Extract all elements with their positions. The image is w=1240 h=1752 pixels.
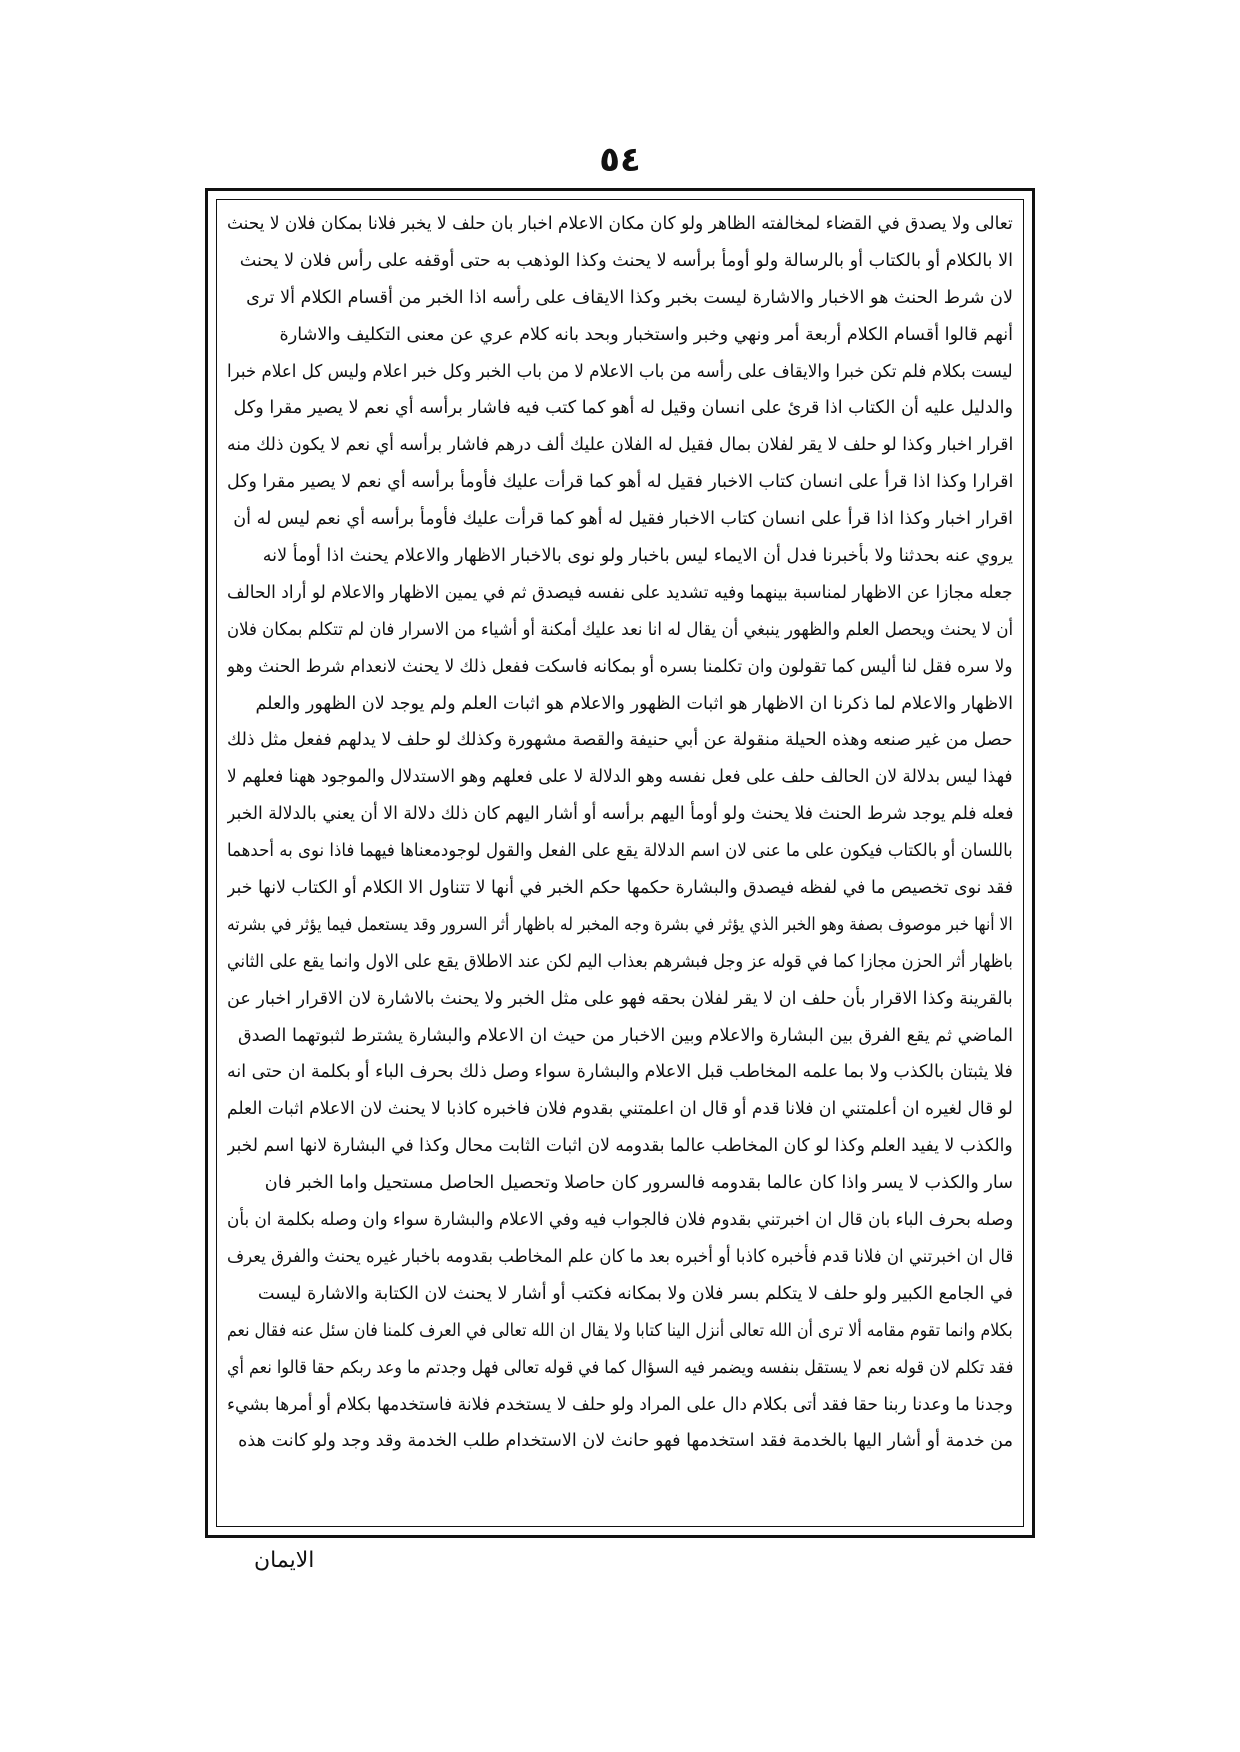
text-line: والكذب لا يفيد العلم وكذا لو كان المخاطب عالما بقدومه لان اثبات الثابت محال وكذا في البشارة لانها اسم لخبر <box>227 1136 1013 1157</box>
text-line: فقد تكلم لان قوله نعم لا يستقل بنفسه ويضمر فيه السؤال كما في قوله تعالى فهل وجدتم ما وعد ربكم حقا قالوا نعم أي <box>227 1357 1013 1378</box>
catchword: الايمان <box>254 1548 315 1573</box>
text-line: والدليل عليه أن الكتاب اذا قرئ على انسان وقيل له أهو كما كتب فيه فاشار برأسه أي نعم لا يصير مقرا وكل <box>233 398 1013 419</box>
text-line: فهذا ليس بدلالة لان الحالف حلف على فعل نفسه وهو الدلالة لا على فعلهم وهو الاستدلال والموجود ههنا فعلهم لا <box>227 767 1013 788</box>
page-number: ٥٤ <box>599 140 641 180</box>
text-line: وجدنا ما وعدنا ربنا حقا فقد أتى بكلام دال على المراد ولو حلف لا يستخدم فلانة فاستخدمها بكلام أو أمرها بشيء <box>227 1394 1013 1415</box>
text-line: ليست بكلام فلم تكن خبرا والايقاف على رأسه من باب الاعلام لا من باب الخبر وكل خبر اعلام وليس كل اعلام خبرا <box>227 361 1013 382</box>
text-line: اقرارا وكذا اذا قرأ على انسان كتاب الاخبار فقيل له أهو كما قرأت عليك فأومأ برأسه أي نعم لا يصير مقرا وكل <box>227 472 1013 493</box>
text-line: من خدمة أو أشار اليها بالخدمة فقد استخدمها فهو حانث لان الاستخدام طلب الخدمة وقد وجد ولو كانت هذه <box>238 1431 1013 1452</box>
text-body <box>227 206 1013 1522</box>
text-line: فقد نوى تخصيص ما في لفظه فيصدق والبشارة حكمها حكم الخبر في أنها لا تتناول الا الكلام أو الكتاب لانها خبر <box>227 878 1013 899</box>
text-line: بكلام وانما تقوم مقامه ألا ترى أن الله تعالى أنزل الينا كتابا ولا يقال ان الله تعالى في العرف كلمنا فان سئل عنه فقال نعم <box>227 1320 1013 1341</box>
text-line: فعله فلم يوجد شرط الحنث فلا يحنث ولو أومأ اليهم برأسه أو أشار اليهم كان ذلك دلالة الا أن يعني بالدلالة الخبر <box>227 804 1013 825</box>
text-line: باللسان أو بالكتاب فيكون على ما عنى لان اسم الدلالة يقع على الفعل والقول لوجودمعناها فيهما فاذا نوى به أحدهما <box>227 841 1013 862</box>
text-line: فلا يثبتان بالكذب ولا بما علمه المخاطب قبل الاعلام والبشارة سواء وصل ذلك بحرف الباء أو بكلمة ان حتى انه <box>227 1062 1013 1083</box>
text-line: الا بالكلام أو بالكتاب أو بالرسالة ولو أومأ برأسه لا يحنث وكذا الوذهب به حتى أوقفه على رأس فلان لا يحنث <box>239 250 1013 271</box>
text-line: الماضي ثم يقع الفرق بين البشارة والاعلام وبين الاخبار من حيث ان الاعلام والبشارة يشترط لثبوتهما الصدق <box>237 1025 1013 1046</box>
text-line: يروي عنه بحدثنا ولا بأخبرنا فدل أن الايماء ليس باخبار ولو نوى بالاخبار الاظهار والاعلام يحنث اذا أومأ لانه <box>262 546 1013 567</box>
page-frame-inner <box>216 199 1024 1527</box>
text-line: قال ان اخبرتني ان فلانا قدم فأخبره كاذبا أو أخبره بعد ما كان علم المخاطب بقدومه باخبار غيره يحنث والفرق يعرف <box>227 1246 1013 1267</box>
text-line: باظهار أثر الحزن مجازا كما في قوله عز وجل فبشرهم بعذاب اليم لكن عند الاطلاق يقع على الاول وانما يقع على الثاني <box>227 951 1013 972</box>
text-line: في الجامع الكبير ولو حلف لا يتكلم بسر فلان ولا بمكانه فكتب أو أشار لا يحنث لان الكتابة والاشارة ليست <box>257 1283 1013 1304</box>
text-line: حصل من غير صنعه وهذه الحيلة منقولة عن أبي حنيفة والقصة مشهورة وكذلك لو حلف لا يدلهم ففعل مثل ذلك <box>227 730 1013 751</box>
text-line: اقرار اخبار وكذا لو حلف لا يقر لفلان بمال فقيل له الفلان عليك ألف درهم فاشار برأسه أي نعم لا يكون ذلك منه <box>227 435 1013 456</box>
text-line: بالقرينة وكذا الاقرار بأن حلف ان لا يقر لفلان بحقه فهو على مثل الخبر ولا يحنث بالاشارة لان الاقرار اخبار عن <box>227 988 1013 1009</box>
text-line: لان شرط الحنث هو الاخبار والاشارة ليست بخبر وكذا الايقاف على رأسه اذا الخبر من أقسام الكلام ألا ترى <box>246 287 1013 308</box>
page-frame-outer <box>205 188 1035 1538</box>
text-line: أنهم قالوا أقسام الكلام أربعة أمر ونهي وخبر واستخبار وبحد بانه كلام عري عن معنى التكليف والاشارة <box>279 324 1013 345</box>
text-line: تعالى ولا يصدق في القضاء لمخالفته الظاهر ولو كان مكان الاعلام اخبار بان حلف لا يخبر فلانا بمكان فلان لا يحنث <box>227 214 1013 234</box>
text-line: ولا سره فقل لنا أليس كما تقولون وان تكلمنا بسره أو بمكانه فاسكت ففعل ذلك لا يحنث لانعدام شرط الحنث وهو <box>227 656 1013 677</box>
text-line: سار والكذب لا يسر واذا كان عالما بقدومه فالسرور كان حاصلا وتحصيل الحاصل مستحيل واما الخبر فان <box>264 1173 1013 1194</box>
text-line: الا أنها خبر موصوف بصفة وهو الخبر الذي يؤثر في بشرة وجه المخبر له باظهار أثر السرور وقد يستعمل فيما يؤثر في بشرته <box>227 914 1013 935</box>
text-line: اقرار اخبار وكذا اذا قرأ على انسان كتاب الاخبار فقيل له أهو كما قرأت عليك فأومأ برأسه أي نعم ليس له أن <box>233 509 1013 530</box>
text-line: الاظهار والاعلام لما ذكرنا ان الاظهار هو اثبات الظهور والاعلام هو اثبات العلم ولم يوجد لان الظهور والعلم <box>255 693 1013 714</box>
text-line: أن لا يحنث ويحصل العلم والظهور ينبغي أن يقال له انا نعد عليك أمكنة أو أشياء من الاسرار فان لم تتكلم بمكان فلان <box>227 619 1013 640</box>
text-line: لو قال لغيره ان أعلمتني ان فلانا قدم أو قال ان اعلمتني بقدوم فلان فاخبره كاذبا لا يحنث لان الاعلام اثبات العلم <box>227 1099 1013 1120</box>
text-line: جعله مجازا عن الاظهار لمناسبة بينهما وفيه تشديد على نفسه فيصدق ثم في يمين الاظهار والاعلام لو أراد الحالف <box>227 582 1013 603</box>
text-line: وصله بحرف الباء بان قال ان اخبرتني بقدوم فلان فالجواب فيه وفي الاعلام والبشارة سواء وان وصله بكلمة ان بأن <box>227 1210 1013 1231</box>
